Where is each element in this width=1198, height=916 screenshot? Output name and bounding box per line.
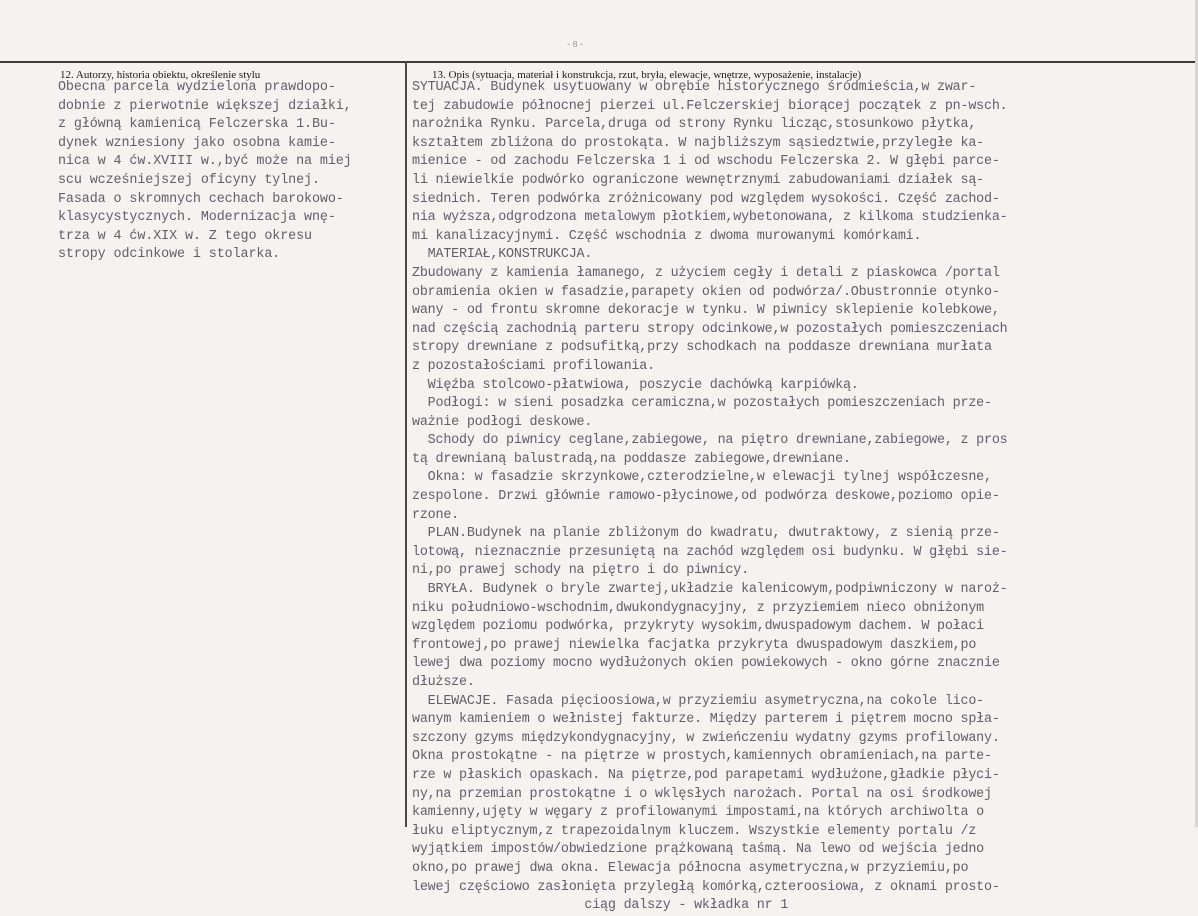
text-line: lotową, nieznacznie przesuniętą na zachód względem osi budynku. W głębi sie- — [412, 544, 1008, 560]
text-line: szczony gzyms międzykondygnacyjny, w zwieńczeniu wydatny gzyms profilowany. — [412, 730, 1000, 746]
text-line: mienice - od zachodu Felczerska 1 i od wschodu Felczerska 2. W głębi parce- — [412, 154, 1000, 170]
text-line: wany - od frontu skromne dekoracje w tynku. W piwnicy sklepienie kolebkowe, — [412, 303, 1000, 319]
text-line: z główną kamienicą Felczerska 1.Bu- — [58, 117, 336, 133]
text-line: lewej dwa poziomy mocno wydłużonych okien powiekowych - okno górne znacznie — [412, 656, 1000, 672]
top-rule — [0, 61, 1198, 63]
text-line: Więźba stolcowo-płatwiowa, poszycie dachówką karpiówką. — [412, 377, 859, 393]
text-line: dobnie z pierwotnie większej działki, — [58, 98, 352, 114]
text-line: tej zabudowie północnej pierzei ul.Felczerskiej biorącej początek z pn-wsch. — [412, 98, 1008, 114]
text-line: Obecna parcela wydzielona prawdopo- — [58, 80, 336, 95]
text-line: ELEWACJE. Fasada pięcioosiowa,w przyziemiu asymetryczna,na cokole lico- — [412, 693, 985, 709]
text-line: mi kanalizacyjnymi. Część wschodnia z dwoma murowanymi komórkami. — [412, 228, 922, 244]
text-line: rzone. — [412, 507, 460, 523]
text-line: Okna: w fasadzie skrzynkowe,czterodzielne,w elewacji tylnej współczesne, — [412, 470, 992, 486]
section-12-header: 12. Autorzy, historia obiektu, określenie stylu — [60, 69, 261, 81]
text-line: łuku eliptycznym,z trapezoidalnym kluczem. Wszystkie elementy portalu /z — [412, 823, 977, 839]
text-line: Zbudowany z kamienia łamanego, z użyciem cegły i detali z piaskowca /portal — [412, 265, 1000, 281]
text-line: Podłogi: w sieni posadzka ceramiczna,w pozostałych pomieszczeniach prze- — [412, 396, 992, 412]
text-line: frontowej,po prawej niewielka facjatka przykryta dwuspadowym daszkiem,po — [412, 637, 977, 653]
text-line: ciąg dalszy - wkładka nr 1 — [412, 898, 789, 914]
section-13-header: 13. Opis (sytuacja, materiał i konstrukcja, rzut, bryła, elewacje, wnętrze, wyposażenie, instalacje) — [432, 69, 862, 81]
text-line: nica w 4 ćw.XVIII w.,być może na miej — [58, 154, 352, 170]
text-line: PLAN.Budynek na planie zbliżonym do kwadratu, dwutraktowy, z sienią prze- — [412, 526, 1000, 542]
text-line: ważnie podłogi deskowe. — [412, 414, 593, 430]
text-line: li niewielkie podwórko ograniczone wewnętrznymi zabudowaniami działek są- — [412, 172, 985, 188]
text-line: BRYŁA. Budynek o bryle zwartej,układzie kalenicowym,podpiwniczony w naroż- — [412, 582, 1008, 598]
text-line: wanym kamieniem o wełnistej fakturze. Między parterem i piętrem mocno spła- — [412, 712, 1000, 728]
text-line: wyjątkiem impostów/obwiedzione prążkowaną taśmą. Na lewo od wejścia jedno — [412, 842, 985, 858]
text-line: siednich. Teren podwórka zróżnicowany pod względem wysokości. Część zachod- — [412, 191, 1000, 207]
text-line: ny,na przemian prostokątne i o wklęsłych narożach. Portal na osi środkowej — [412, 786, 992, 802]
section-13-text — [412, 79, 1198, 916]
text-line: względem poziomu podwórka, przykryty wysokim,dwuspadowym dachem. W połaci — [412, 619, 985, 635]
text-line: stropy drewniane z podsufitką,przy schodkach na poddasze drewniana murłata — [412, 340, 992, 356]
text-line: nia wyższa,odgrodzona metalowym płotkiem,wybetonowana, z kilkoma studzienka- — [412, 210, 1008, 226]
page-mark: -8- — [566, 40, 586, 50]
text-line: Fasada o skromnych cechach barokowo- — [58, 191, 344, 207]
text-line: niku południowo-wschodnim,dwukondygnacyjny, z przyziemiem nieco obniżonym — [412, 600, 985, 616]
text-line: tą drewnianą balustradą,na poddasze zabiegowe,drewniane. — [412, 451, 851, 467]
text-line: kamienny,ujęty w węgary z profilowanymi impostami,na których archiwolta o — [412, 805, 985, 821]
text-line: narożnika Rynku. Parcela,druga od strony Rynku licząc,stosunkowo płytka, — [412, 117, 977, 133]
text-line: kształtem zbliżona do prostokąta. W najbliższym sąsiedztwie,przyległe ka- — [412, 135, 985, 151]
text-line: obramienia okien w fasadzie,parapety okien od podwórza/.Obustronnie otynko- — [412, 284, 1000, 300]
text-line: ni,po prawej schody na piętro i do piwnicy. — [412, 563, 749, 579]
text-line: Schody do piwnicy ceglane,zabiegowe, na piętro drewniane,zabiegowe, z pros — [412, 433, 1008, 449]
subheading-line: MATERIAŁ,KONSTRUKCJA. — [412, 247, 593, 263]
text-line: dynek wzniesiony jako osobna kamie- — [58, 135, 336, 151]
text-line: z pozostałościami profilowania. — [412, 358, 655, 374]
text-line: rze w płaskich opaskach. Na piętrze,pod parapetami wydłużone,gładkie płyci- — [412, 767, 1000, 783]
text-line: Okna prostokątne - na piętrze w prostych,kamiennych obramieniach,na parte- — [412, 749, 992, 765]
text-line: klasycystycznych. Modernizacja wnę- — [58, 210, 336, 226]
text-line: zespolone. Drzwi głównie ramowo-płycinowe,od podwórza deskowe,poziomo opie- — [412, 489, 1000, 505]
text-line: trza w 4 ćw.XIX w. Z tego okresu — [58, 228, 312, 244]
text-line: lewej częściowo zasłonięta przyległą komórką,czteroosiowa, z oknami prosto- — [412, 879, 1000, 895]
text-line: dłuższe. — [412, 675, 475, 690]
text-line: scu wcześniejszej oficyny tylnej. — [58, 172, 320, 188]
text-line: nad częścią zachodnią parteru stropy odcinkowe,w pozostałych pomieszczeniach — [412, 321, 1008, 337]
text-line: stropy odcinkowe i stolarka. — [58, 247, 281, 263]
section-12-text — [58, 79, 398, 265]
text-line: SYTUACJA. Budynek usytuowany w obrębie historycznego śródmieścia,w zwar- — [412, 80, 977, 95]
text-line: okno,po prawej dwa okna. Elewacja północna asymetryczna,w przyziemiu,po — [412, 860, 969, 876]
column-divider — [405, 62, 407, 827]
